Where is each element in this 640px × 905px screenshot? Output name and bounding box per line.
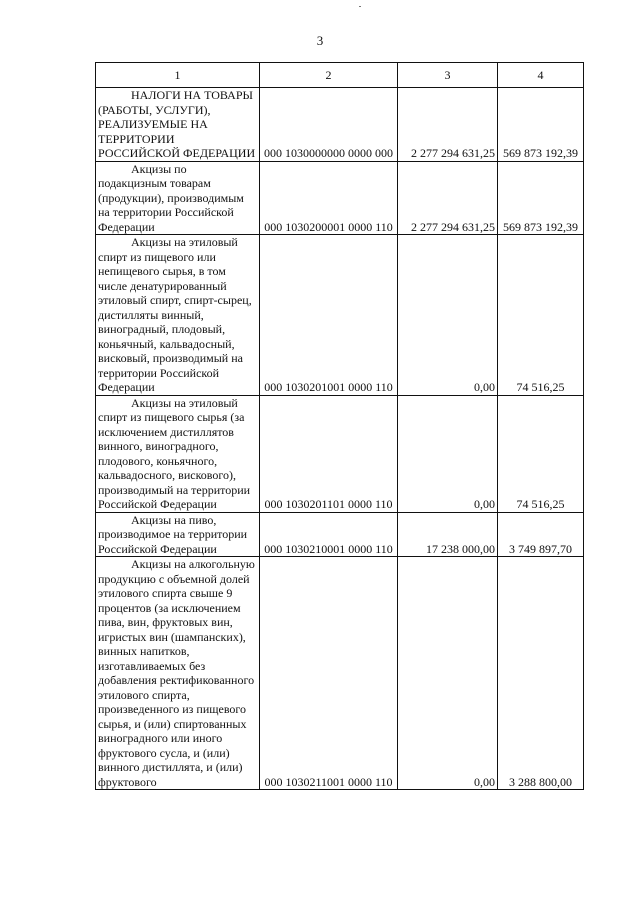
row-value-4: 74 516,25 xyxy=(498,235,584,396)
table-row xyxy=(96,235,584,396)
row-name-cell xyxy=(96,235,260,396)
header-col-1: 1 xyxy=(96,63,260,88)
row-value-3: 2 277 294 631,25 xyxy=(398,161,498,235)
row-value-4: 569 873 192,39 xyxy=(498,161,584,235)
row-value-4: 74 516,25 xyxy=(498,395,584,512)
page-number: 3 xyxy=(316,33,324,48)
row-name-cell xyxy=(96,161,260,235)
row-name: Акцизы на этиловый спирт из пищевого сырья (за исключением дистиллятов винного, виноградного, плодового, коньячного, кальвадосного, вискового), производимый на территории Российской Федерации xyxy=(98,395,251,511)
row-value-4: 3 288 800,00 xyxy=(498,557,584,790)
table-row xyxy=(96,161,584,235)
header-row xyxy=(96,63,584,88)
header-col-2: 2 xyxy=(260,63,398,88)
row-code: 000 1030210001 0000 110 xyxy=(260,512,398,557)
row-value-3: 0,00 xyxy=(398,557,498,790)
row-code: 000 1030201101 0000 110 xyxy=(260,395,398,512)
row-name: Акцизы на этиловый спирт из пищевого или непищевого сырья, в том числе денатурированный этиловый спирт, спирт-сырец, дистилляты винный, виноградный, плодовый, коньячный, кальвадосный, висковый, производимый на территории Российской Федерации xyxy=(98,235,252,394)
row-value-3: 2 277 294 631,25 xyxy=(398,88,498,162)
budget-revenue-table xyxy=(95,62,584,790)
table-row xyxy=(96,395,584,512)
row-code: 000 1030200001 0000 110 xyxy=(260,161,398,235)
row-name-cell xyxy=(96,88,260,162)
table-row xyxy=(96,557,584,790)
row-name: НАЛОГИ НА ТОВАРЫ (РАБОТЫ, УСЛУГИ), РЕАЛИЗУЕМЫЕ НА ТЕРРИТОРИИ РОССИЙСКОЙ ФЕДЕРАЦИИ xyxy=(98,88,256,160)
row-name-cell xyxy=(96,395,260,512)
row-value-3: 17 238 000,00 xyxy=(398,512,498,557)
row-name-cell xyxy=(96,512,260,557)
table-row xyxy=(96,88,584,162)
row-value-3: 0,00 xyxy=(398,395,498,512)
row-name-cell xyxy=(96,557,260,790)
row-value-4: 569 873 192,39 xyxy=(498,88,584,162)
scan-speck xyxy=(359,6,361,7)
header-col-3: 3 xyxy=(398,63,498,88)
header-col-4: 4 xyxy=(498,63,584,88)
row-name: Акцизы на алкогольную продукцию с объемной долей этилового спирта свыше 9 процентов (за исключением пива, вин, фруктовых вин, игристых вин (шампанских), винных напитков, изготавливаемых без добавления ректификованного этилового спирта, произведенного из пищевого сырья, и (или) спиртованных виноградного или иного фруктового сусла, и (или) винного дистиллята, и (или) фруктового xyxy=(98,557,255,789)
row-value-4: 3 749 897,70 xyxy=(498,512,584,557)
row-name: Акцизы по подакцизным товарам (продукции), производимым на территории Российской Федерации xyxy=(98,161,244,234)
table-row xyxy=(96,512,584,557)
row-value-3: 0,00 xyxy=(398,235,498,396)
row-code: 000 1030211001 0000 110 xyxy=(260,557,398,790)
row-code: 000 1030000000 0000 000 xyxy=(260,88,398,162)
row-name: Акцизы на пиво, производимое на территории Российской Федерации xyxy=(98,512,248,556)
row-code: 000 1030201001 0000 110 xyxy=(260,235,398,396)
